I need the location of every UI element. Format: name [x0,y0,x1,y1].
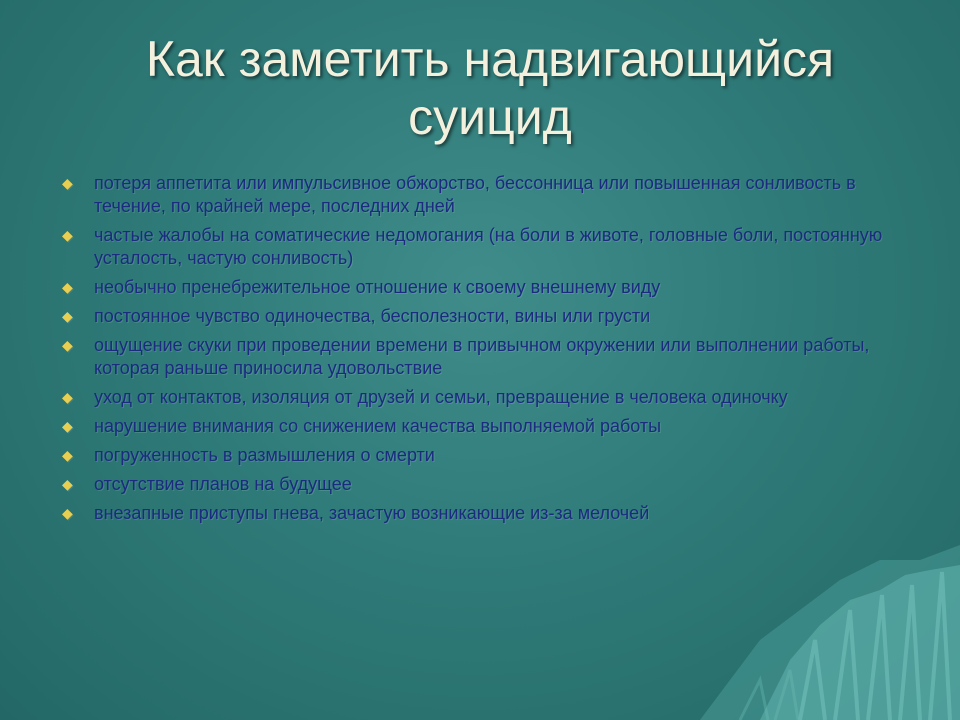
list-item-text: уход от контактов, изоляция от друзей и семьи, превращение в человека одиночку [94,387,788,407]
slide-title-line1: Как заметить надвигающийся [145,31,835,87]
list-item [58,386,888,409]
bullet-list [58,172,888,531]
list-item-text: нарушение внимания со снижением качества выполняемой работы [94,416,662,436]
list-item [58,444,888,467]
diamond-bullet-icon: ◆ [62,337,73,353]
diamond-bullet-icon: ◆ [62,227,73,243]
diamond-bullet-icon: ◆ [62,505,73,521]
diamond-bullet-icon: ◆ [62,476,73,492]
list-item-text: частые жалобы на соматические недомогания (на боли в животе, головные боли, постоянную усталость, частую сонливость) [94,225,883,268]
diamond-bullet-icon: ◆ [62,418,73,434]
diamond-bullet-icon: ◆ [62,279,73,295]
list-item [58,502,888,525]
list-item-text: отсутствие планов на будущее [94,474,352,494]
list-item-text: внезапные приступы гнева, зачастую возникающие из-за мелочей [94,503,650,523]
diamond-bullet-icon: ◆ [62,308,73,324]
list-item [58,224,888,270]
list-item [58,415,888,438]
mountain-ridges [800,572,950,720]
list-item [58,276,888,299]
mountain-shape-front [760,565,960,720]
list-item-text: погруженность в размышления о смерти [94,445,435,465]
slide-title [60,30,920,146]
list-item-text: потеря аппетита или импульсивное обжорство, бессонница или повышенная сонливость в течение, по крайней мере, последних дней [94,173,856,216]
list-item [58,305,888,328]
list-item-text: ощущение скуки при проведении времени в привычном окружении или выполнении работы, которая раньше приносила удовольствие [94,335,870,378]
mountain-shape-back [700,545,960,720]
list-item [58,172,888,218]
list-item [58,473,888,496]
diamond-bullet-icon: ◆ [62,447,73,463]
list-item [58,334,888,380]
diamond-bullet-icon: ◆ [62,175,73,191]
list-item-text: постоянное чувство одиночества, бесполезности, вины или грусти [94,306,651,326]
list-item-text: необычно пренебрежительное отношение к своему внешнему виду [94,277,661,297]
mountain-ridges-2 [740,670,798,720]
slide-title-line2: суицид [408,89,572,145]
diamond-bullet-icon: ◆ [62,389,73,405]
